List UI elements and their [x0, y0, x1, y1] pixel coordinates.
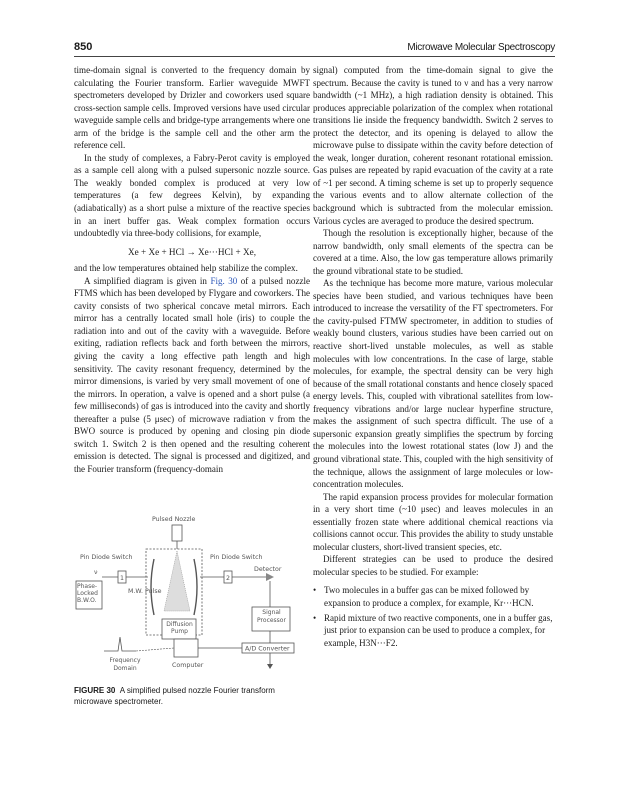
frequency-spectrum-icon [104, 637, 136, 651]
paragraph: Though the resolution is exceptionally higher, because of the narrow bandwidth, only small elements of the spectra can be covered at a time. Also, the low gas temperature allows primarily the ground vibrational state to be studied. [313, 228, 553, 276]
page-number: 850 [74, 41, 93, 53]
detector-shape [266, 573, 274, 581]
paragraph: time-domain signal is converted to the frequency domain by calculating the Fourier transform. Earlier waveguide MWFT spectrometers developed by Drizler and coworkers used square cross-section sample cells. Improved versions have used circular waveguide sample cells and bridge-type arrangements where one arm of the bridge is the sample cell and the other arm the reference cell. [74, 65, 310, 151]
label-detector: Detector [254, 566, 282, 573]
running-title: Microwave Molecular Spectroscopy [407, 42, 555, 53]
label-phase-locked-bwo: Phase-Locked B.W.O. [77, 583, 98, 604]
bullet-list [313, 584, 553, 649]
figure-30-diagram [74, 511, 310, 681]
paragraph [74, 275, 310, 476]
label-nu: ν [94, 569, 98, 576]
spectrum-link [136, 648, 174, 651]
left-column [74, 64, 310, 476]
caption-label: FIGURE 30 [74, 686, 116, 695]
equation: Xe + Xe + HCl → Xe···HCl + Xe, [127, 246, 257, 257]
figure-link[interactable]: Fig. 30 [210, 275, 238, 286]
caption-text: A simplified pulsed nozzle Fourier transform microwave spectrometer. [74, 686, 275, 706]
right-column [313, 64, 553, 651]
paragraph: The rapid expansion process provides for molecular formation in a very short time (~10 μsec) and leaves molecules in an essentially frozen state where additional chemical reactions via collisions cannot occur. This provides the ability to study unstable molecular clusters, short-lived transient species, etc. [313, 491, 553, 552]
nozzle-shape [172, 525, 182, 541]
label-ad-converter: A/D Converter [245, 645, 290, 653]
figure-caption [74, 685, 310, 707]
paragraph: As the technique has become more mature, various molecular species have been studied, and various techniques have been introduced to increase the versatility of the FT spectrometers. For the cavity-pulsed FTMW spectrometer, in addition to studies of weakly bound clusters, various studies have been carried out on reactive short-lived unstable molecules, as well as stable molecules with low concentrations. In the case of large, stable molecules, for example, the spectral density can be very high because of the small rotational constants and hence closely spaced energy levels. This, coupled with vibrational satellites from low-frequency vibrations and/or large nuclear hyperfine structure, makes the assignment of such spectra difficult. The use of a supersonic expansion greatly simplifies the spectrum by forcing the molecules into the lowest rotational states (low J) and the ground vibrational state. This, coupled with the high sensitivity of the technique, allows the assignment of large molecules or low-concentration molecules. [313, 278, 553, 490]
label-diffusion-pump: Diffusion Pump [166, 621, 193, 635]
label-pin-diode-switch-2: Pin Diode Switch [210, 554, 263, 561]
output-arrow-icon [267, 664, 273, 669]
list-item [313, 612, 553, 650]
list-item-text: Rapid mixture of two reactive components, one in a buffer gas, just prior to expansion can be used to produce a complex, for example, H3N···F2. [324, 612, 553, 648]
label-switch-1: 1 [120, 575, 125, 582]
list-item [313, 584, 553, 609]
list-item-text: Two molecules in a buffer gas can be mixed followed by expansion to produce a complex, for example, Kr···HCN. [324, 585, 534, 608]
spectrometer-diagram [74, 511, 310, 681]
paragraph: and the low temperatures obtained help stabilize the complex. [74, 263, 298, 274]
header-rule [74, 56, 555, 57]
paragraph-text: A simplified diagram is given in [84, 275, 211, 286]
label-computer: Computer [172, 662, 204, 669]
gas-pulse [164, 551, 190, 611]
label-signal-processor: Signal Processor [257, 609, 286, 624]
label-pin-diode-switch-1: Pin Diode Switch [80, 554, 133, 561]
right-mirror [194, 559, 197, 615]
computer-box [174, 639, 198, 657]
left-mirror [151, 559, 154, 615]
label-pulsed-nozzle: Pulsed Nozzle [152, 516, 196, 523]
paragraph-text: of a pulsed nozzle FTMS which has been developed by Flygare and coworkers. The cavity consists of two spherical concave metal mirrors. Each mirror has a centrally located small hole (iris) to couple the radiation into and out of the cavity with a waveguide. Before exiting, radiation reflects back and forth between the mirrors, giving the cavity a long effective path length and high sensitivity. The cavity resonant frequency, determined by the mirror dimensions, is varied by very small movement of one of the mirrors. In operation, a valve is opened and a short pulse (a few milliseconds) of gas is introduced into the cavity and shortly thereafter a pulse (5 μsec) of microwave radiation ν from the BWO source is produced by opening and closing pin diode switch 1. Switch 2 is then opened and the resulting coherent emission is detected. The signal is processed and digitized, and the Fourier transform (frequency-domain [74, 275, 311, 474]
paragraph: In the study of complexes, a Fabry-Perot cavity is employed as a sample cell along with a pulsed supersonic nozzle source. The weakly bonded complex is produced at very low temperatures (a few degrees Kelvin), by expanding (adiabatically) as a short pulse a mixture of the reactive species in an inert buffer gas. Weak complex formation occurs undoubtedly via three-body collisions, for example, [74, 152, 310, 239]
paragraph: signal) computed from the time-domain signal to give the spectrum. Because the cavity is tuned to ν and has a very narrow bandwidth (~1 MHz), a high radiation density is obtained. This produces appreciable polarization of the complex when rotational transitions lie inside the frequency bandwidth. Switch 2 serves to protect the detector, and its opening is delayed to allow the microwave pulse to dissipate within the cavity before detection of the weak, longer duration, coherent resonant rotational emission. Gas pulses are repeated by rapid evacuation of the cavity at a rate of ~1 per second. A timing scheme is set up to properly sequence the various events and to allow alternate collection of the background which is subtracted from the molecular emission. Various cycles are averaged to produce the desired spectrum. [313, 65, 553, 226]
bullet-icon: • [313, 612, 317, 623]
paragraph: Different strategies can be used to produce the desired molecular species to be studied. For example: [313, 554, 553, 577]
bullet-icon: • [313, 585, 317, 596]
label-switch-2: 2 [226, 575, 231, 582]
label-mw-pulse: M.W. Pulse [128, 588, 162, 595]
label-frequency-domain: Frequency Domain [109, 657, 141, 672]
